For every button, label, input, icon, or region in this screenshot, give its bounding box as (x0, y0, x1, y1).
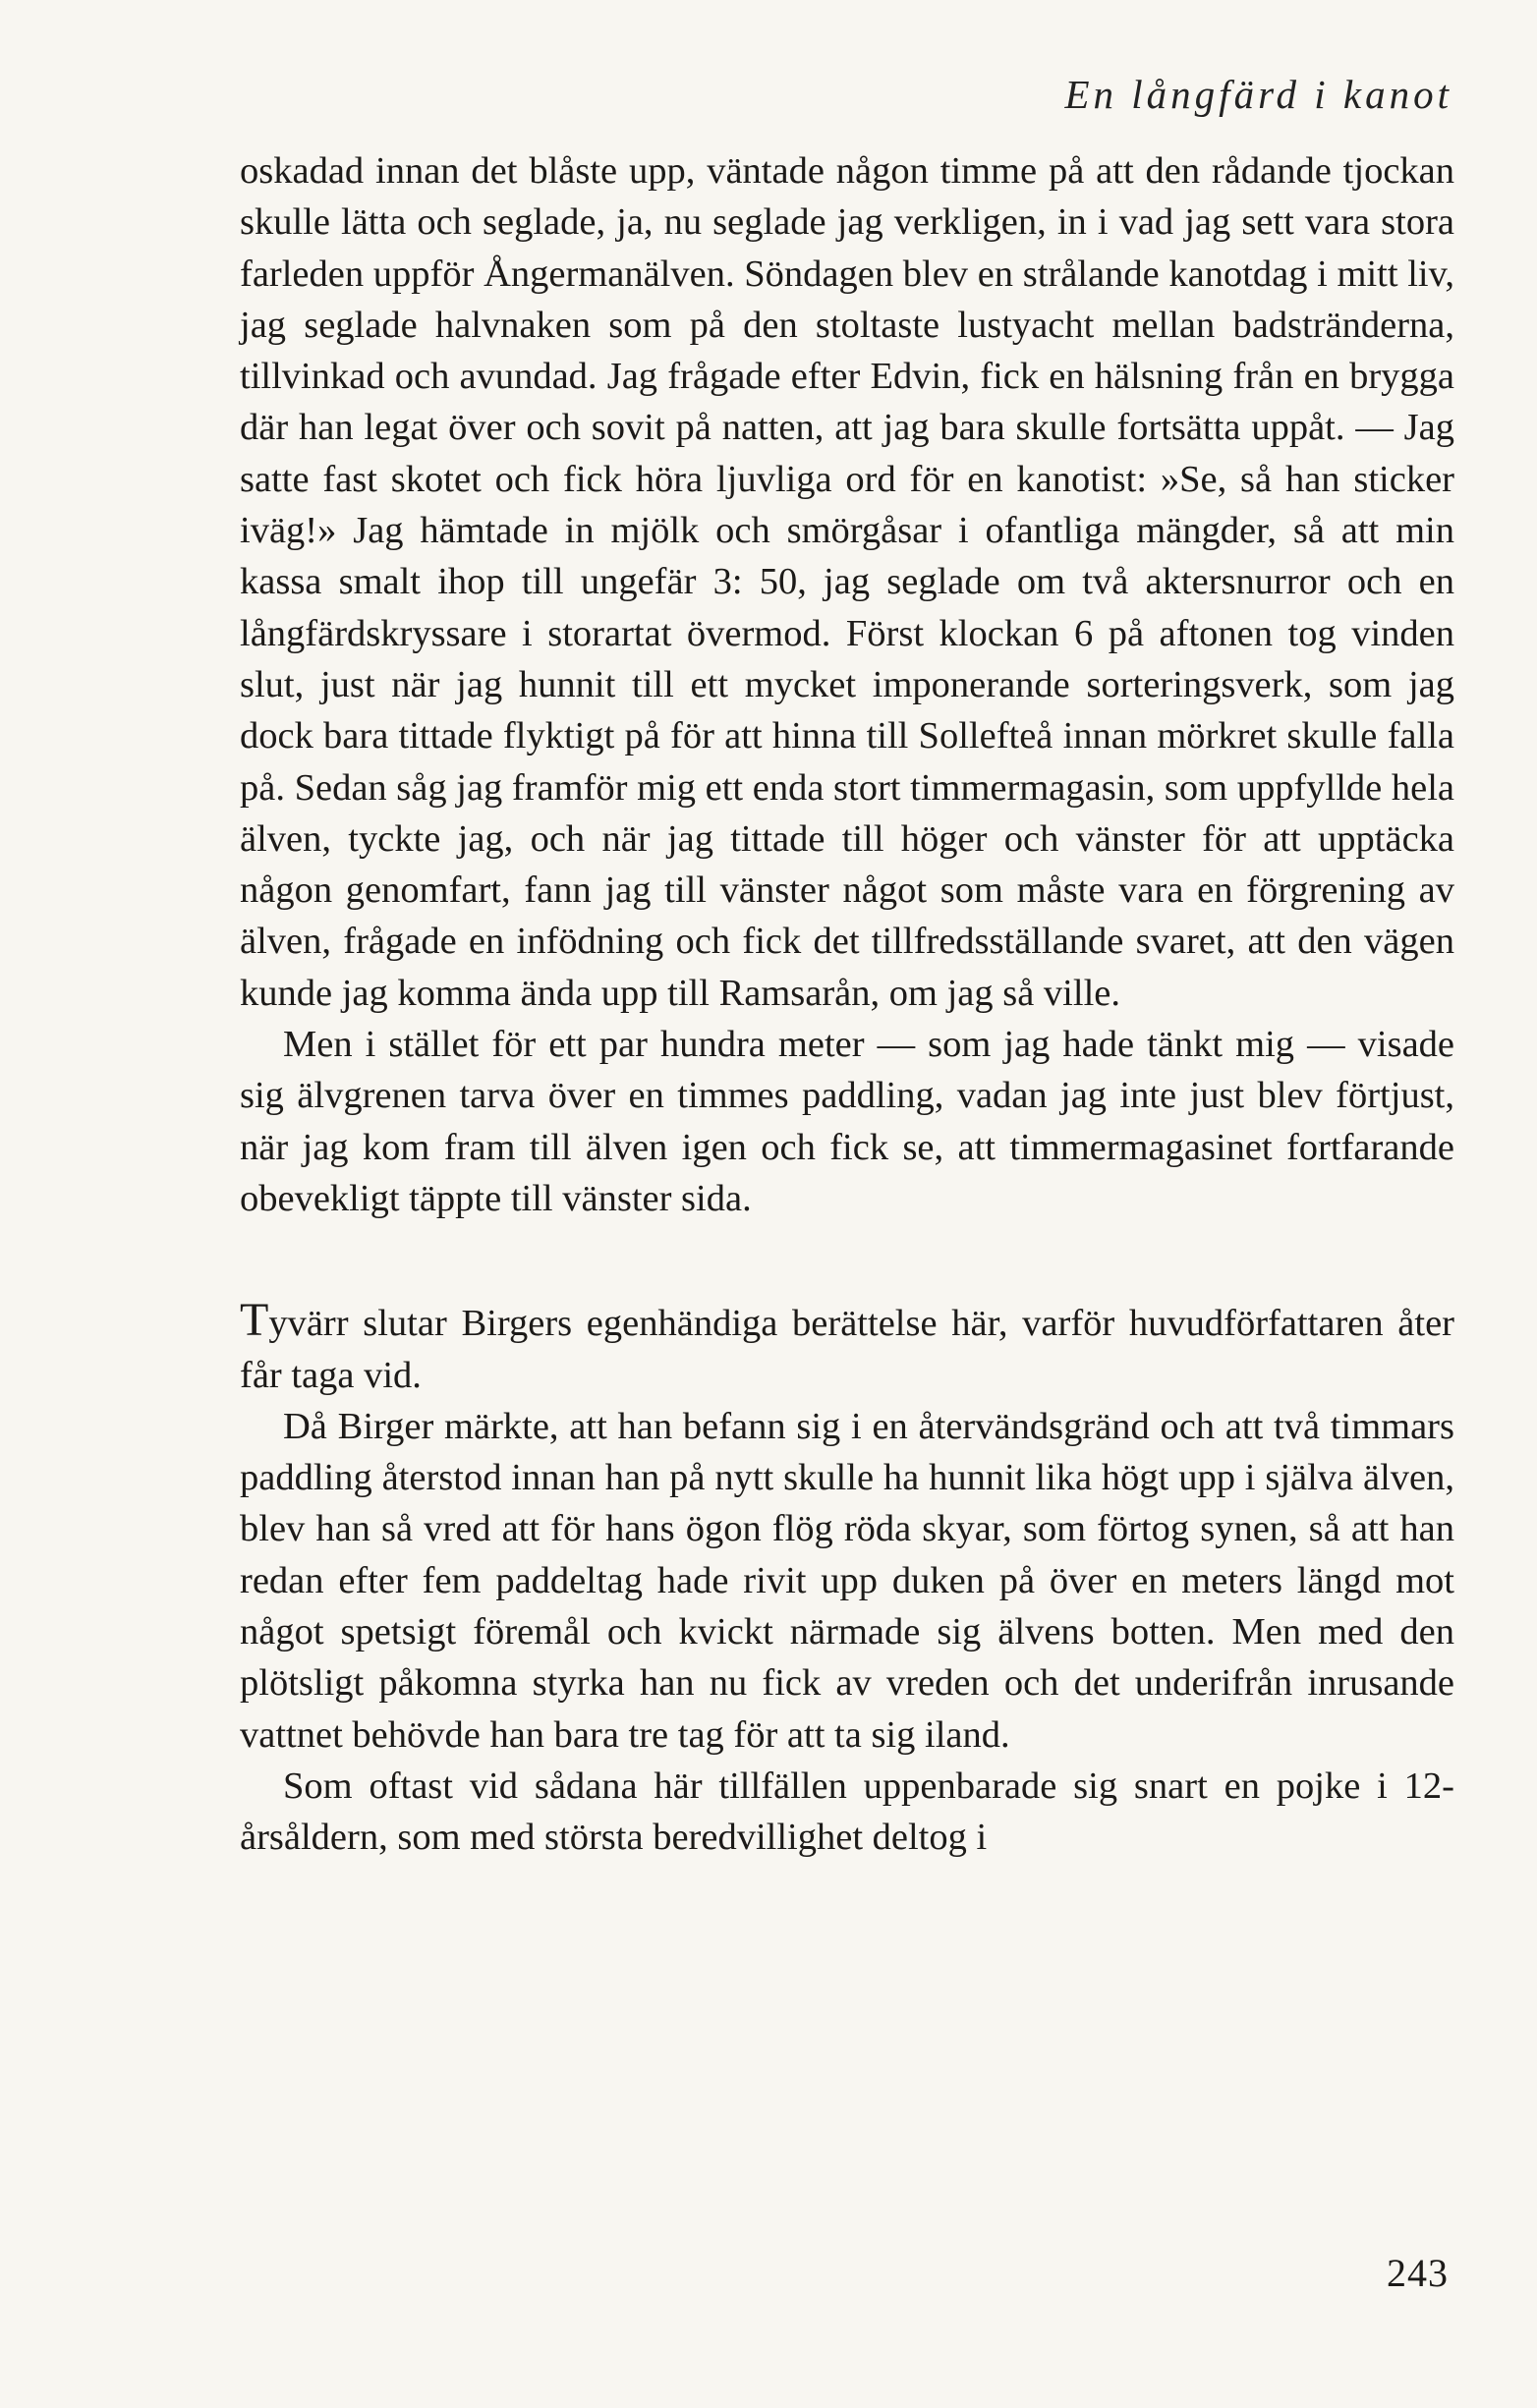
page-number: 243 (1387, 2251, 1449, 2295)
narration-lead-paragraph (240, 1295, 1454, 1401)
lead-initial: T (240, 1294, 269, 1347)
body-text (240, 145, 1454, 1864)
lead-paragraph-text: yvärr slutar Birgers egenhändiga berättelse här, varför huvudförfattaren åter får taga vid. (240, 1303, 1454, 1396)
section-break (240, 1224, 1454, 1295)
narration-paragraph: Då Birger märkte, att han befann sig i en återvändsgränd och att två timmars paddling återstod innan han på nytt skulle ha hunnit lika högt upp i själva älven, blev han så vred att för hans ögon flög röda skyar, som förtog synen, så att han redan efter fem paddeltag hade rivit upp duken på över en meters längd mot något spetsigt föremål och kvickt närmade sig älvens botten. Men med den plötsligt påkomna styrka han nu fick av vreden och det underifrån inrusande vattnet behövde han bara tre tag för att ta sig iland. (240, 1405, 1454, 1756)
narration-paragraph: Som oftast vid sådana här tillfällen uppenbarade sig snart en pojke i 12-årsåldern, som med största beredvillighet deltog i (240, 1764, 1454, 1859)
paragraph-indented: Men i stället för ett par hundra meter — som jag hade tänkt mig — visade sig älvgrenen tarva över en timmes paddling, vadan jag inte just blev förtjust, när jag kom fram till älven igen och fick se, att timmermagasinet fortfarande obevekligt täppte till vänster sida. (240, 1024, 1454, 1219)
paragraph-continued: oskadad innan det blåste upp, väntade någon timme på att den rådande tjockan skulle lätta och seglade, ja, nu seglade jag verkligen, in i vad jag sett vara stora farleden uppför Ångermanälven. Söndagen blev en strålande kanotdag i mitt liv, jag seglade halvnaken som på den stoltaste lustyacht mellan badstränderna, tillvinkad och avundad. Jag frågade efter Edvin, fick en hälsning från en brygga där han legat över och sovit på natten, att jag bara skulle fortsätta uppåt. — Jag satte fast skotet och fick höra ljuvliga ord för en kanotist: »Se, så han sticker iväg!» Jag hämtade in mjölk och smörgåsar i ofantliga mängder, så att min kassa smalt ihop till ungefär 3: 50, jag seglade om två aktersnurror och en långfärdskryssare i storartat övermod. Först klockan 6 på aftonen tog vinden slut, just när jag hunnit till ett mycket imponerande sorteringsverk, som jag dock bara tittade flyktigt på för att hinna till Sollefteå innan mörkret skulle falla på. Sedan såg jag framför mig ett enda stort timmermagasin, som uppfyllde hela älven, tyckte jag, och när jag tittade till höger och vänster för att upptäcka någon genomfart, fann jag till vänster något som måste vara en förgrening av älven, frågade en infödning och fick det tillfredsställande svaret, att den vägen kunde jag komma ända upp till Ramsarån, om jag så ville. (240, 150, 1454, 1014)
running-head: En långfärd i kanot (1064, 72, 1452, 117)
